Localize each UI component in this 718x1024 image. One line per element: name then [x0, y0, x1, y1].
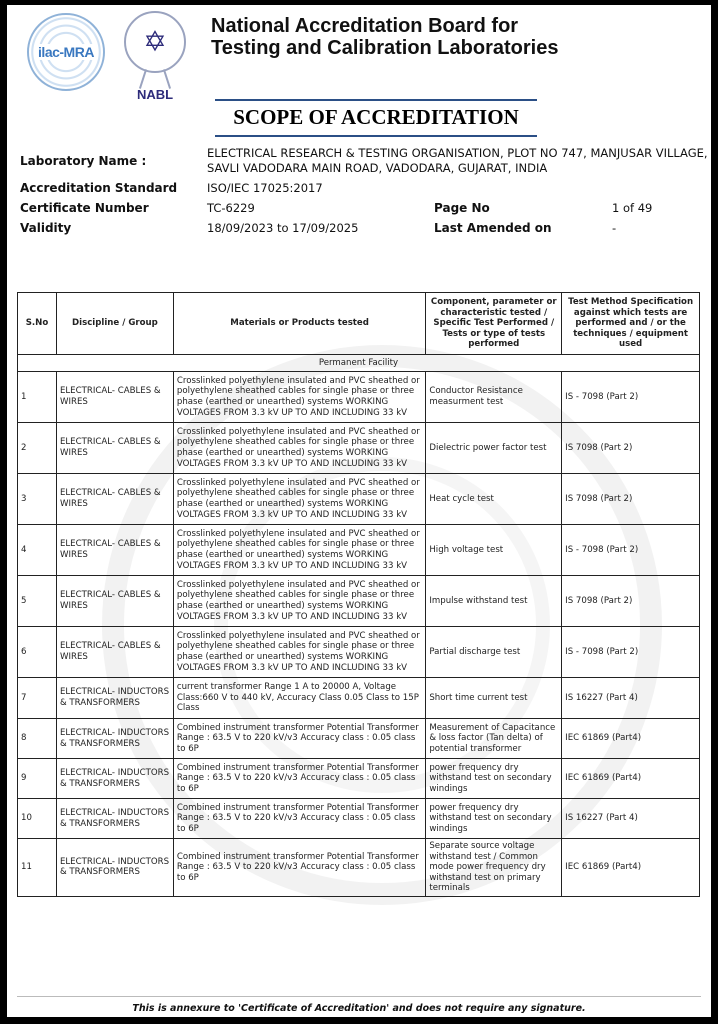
lab-name-label: Laboratory Name : [20, 154, 147, 168]
row-sno: 10 [18, 799, 57, 839]
row-method: IS 16227 (Part 4) [562, 799, 700, 839]
table-row [18, 627, 700, 678]
table-row [18, 759, 700, 799]
nabl-ribbon-right [163, 69, 171, 89]
certificate-number-label: Certificate Number [20, 201, 149, 215]
row-sno: 2 [18, 423, 57, 474]
row-method: IEC 61869 (Part4) [562, 719, 700, 759]
row-test: Separate source voltage withstand test / Common mode power frequency dry withstand test on primary terminals [426, 839, 562, 897]
header-discipline: Discipline / Group [56, 293, 173, 355]
row-discipline: ELECTRICAL- CABLES & WIRES [56, 474, 173, 525]
facility-label: Permanent Facility [18, 355, 700, 372]
row-method: IS 7098 (Part 2) [562, 474, 700, 525]
row-discipline: ELECTRICAL- INDUCTORS & TRANSFORMERS [56, 839, 173, 897]
row-test: power frequency dry withstand test on secondary windings [426, 759, 562, 799]
header-materials: Materials or Products tested [173, 293, 425, 355]
nabl-ribbon-left [139, 69, 147, 89]
row-discipline: ELECTRICAL- INDUCTORS & TRANSFORMERS [56, 759, 173, 799]
row-test: Impulse withstand test [426, 576, 562, 627]
table-row [18, 372, 700, 423]
row-material: current transformer Range 1 A to 20000 A, Voltage Class:660 V to 440 kV, Accuracy Class 0.05 Class to 15P Class [173, 678, 425, 719]
row-discipline: ELECTRICAL- CABLES & WIRES [56, 423, 173, 474]
row-method: IS 16227 (Part 4) [562, 678, 700, 719]
row-test: Heat cycle test [426, 474, 562, 525]
accreditation-standard-label: Accreditation Standard [20, 181, 178, 195]
last-amended-label: Last Amended on [434, 221, 552, 235]
row-sno: 6 [18, 627, 57, 678]
row-test: Partial discharge test [426, 627, 562, 678]
row-sno: 3 [18, 474, 57, 525]
row-method: IEC 61869 (Part4) [562, 839, 700, 897]
row-test: Short time current test [426, 678, 562, 719]
row-method: IS - 7098 (Part 2) [562, 627, 700, 678]
row-method: IS - 7098 (Part 2) [562, 525, 700, 576]
row-sno: 11 [18, 839, 57, 897]
table-row [18, 525, 700, 576]
row-material: Crosslinked polyethylene insulated and PVC sheathed or polyethylene sheathed cables for single phase or three phase (earthed or unearthed) systems WORKING VOLTAGES FROM 3.3 kV UP TO AND INCLUDING 33 kV [173, 423, 425, 474]
row-material: Crosslinked polyethylene insulated and PVC sheathed or polyethylene sheathed cables for single phase or three phase (earthed or unearthed) systems WORKING VOLTAGES FROM 3.3 kV UP TO AND INCLUDING 33 kV [173, 474, 425, 525]
row-sno: 4 [18, 525, 57, 576]
lab-name-line-1: ELECTRICAL RESEARCH & TESTING ORGANISATION, PLOT NO 747, MANJUSAR VILLAGE, [207, 146, 708, 160]
row-method: IS - 7098 (Part 2) [562, 372, 700, 423]
row-test: Conductor Resistance measurment test [426, 372, 562, 423]
last-amended-value: - [612, 221, 617, 235]
validity-value: 18/09/2023 to 17/09/2025 [207, 221, 359, 235]
row-sno: 5 [18, 576, 57, 627]
row-test: Dielectric power factor test [426, 423, 562, 474]
page-number-label: Page No [434, 201, 490, 215]
row-material: Combined instrument transformer Potential Transformer Range : 63.5 V to 220 kV/v3 Accuracy class : 0.05 class to 6P [173, 759, 425, 799]
nabl-seal-ring [124, 11, 186, 73]
org-title-line-2: Testing and Calibration Laboratories [211, 37, 559, 59]
table-row [18, 474, 700, 525]
document-page [7, 5, 711, 1017]
row-method: IS 7098 (Part 2) [562, 576, 700, 627]
row-discipline: ELECTRICAL- CABLES & WIRES [56, 576, 173, 627]
org-title-line-1: National Accreditation Board for [211, 15, 519, 37]
certificate-number-value: TC-6229 [207, 201, 255, 215]
row-discipline: ELECTRICAL- CABLES & WIRES [56, 525, 173, 576]
row-material: Crosslinked polyethylene insulated and PVC sheathed or polyethylene sheathed cables for single phase or three phase (earthed or unearthed) systems WORKING VOLTAGES FROM 3.3 kV UP TO AND INCLUDING 33 kV [173, 372, 425, 423]
table-row [18, 719, 700, 759]
header-test-performed: Component, parameter or characteristic tested / Specific Test Performed / Tests or type of tests performed [426, 293, 562, 355]
table-row [18, 678, 700, 719]
row-material: Crosslinked polyethylene insulated and PVC sheathed or polyethylene sheathed cables for single phase or three phase (earthed or unearthed) systems WORKING VOLTAGES FROM 3.3 kV UP TO AND INCLUDING 33 kV [173, 627, 425, 678]
facility-row [18, 355, 700, 372]
nabl-star-icon: ✡ [143, 25, 167, 58]
row-test: Measurement of Capacitance & loss factor (Tan delta) of potential transformer [426, 719, 562, 759]
header-sno: S.No [18, 293, 57, 355]
page-number-value: 1 of 49 [612, 201, 653, 215]
accreditation-standard-value: ISO/IEC 17025:2017 [207, 181, 323, 195]
row-test: High voltage test [426, 525, 562, 576]
lab-name-value [207, 146, 708, 176]
document-title-block [215, 99, 537, 137]
row-material: Crosslinked polyethylene insulated and PVC sheathed or polyethylene sheathed cables for single phase or three phase (earthed or unearthed) systems WORKING VOLTAGES FROM 3.3 kV UP TO AND INCLUDING 33 kV [173, 525, 425, 576]
row-method: IS 7098 (Part 2) [562, 423, 700, 474]
table-row [18, 799, 700, 839]
row-test: power frequency dry withstand test on secondary windings [426, 799, 562, 839]
row-discipline: ELECTRICAL- INDUCTORS & TRANSFORMERS [56, 678, 173, 719]
header-test-method: Test Method Specification against which tests are performed and / or the techniques / equipment used [562, 293, 700, 355]
row-sno: 7 [18, 678, 57, 719]
row-discipline: ELECTRICAL- INDUCTORS & TRANSFORMERS [56, 719, 173, 759]
row-method: IEC 61869 (Part4) [562, 759, 700, 799]
footer-divider [17, 996, 701, 997]
row-sno: 8 [18, 719, 57, 759]
row-discipline: ELECTRICAL- CABLES & WIRES [56, 372, 173, 423]
row-sno: 9 [18, 759, 57, 799]
row-material: Combined instrument transformer Potential Transformer Range : 63.5 V to 220 kV/v3 Accuracy class : 0.05 class to 6P [173, 719, 425, 759]
footer-note: This is annexure to 'Certificate of Accreditation' and does not require any signature. [132, 1003, 586, 1014]
row-discipline: ELECTRICAL- INDUCTORS & TRANSFORMERS [56, 799, 173, 839]
table-row [18, 423, 700, 474]
row-sno: 1 [18, 372, 57, 423]
row-material: Crosslinked polyethylene insulated and PVC sheathed or polyethylene sheathed cables for single phase or three phase (earthed or unearthed) systems WORKING VOLTAGES FROM 3.3 kV UP TO AND INCLUDING 33 kV [173, 576, 425, 627]
organization-title [211, 15, 558, 59]
nabl-logo-text: NABL [136, 87, 174, 102]
lab-name-line-2: SAVLI VADODARA MAIN ROAD, VADODARA, GUJARAT, INDIA [207, 161, 548, 175]
row-material: Combined instrument transformer Potential Transformer Range : 63.5 V to 220 kV/v3 Accuracy class : 0.05 class to 6P [173, 799, 425, 839]
ilac-logo-text: ilac-MRA [38, 44, 94, 60]
document-title: SCOPE OF ACCREDITATION [233, 105, 519, 129]
nabl-logo-icon [122, 9, 188, 109]
table-row [18, 839, 700, 897]
validity-label: Validity [20, 221, 72, 235]
table-header-row [18, 293, 700, 355]
row-discipline: ELECTRICAL- CABLES & WIRES [56, 627, 173, 678]
scope-table [17, 292, 700, 897]
ilac-mra-logo-icon [27, 13, 105, 91]
row-material: Combined instrument transformer Potential Transformer Range : 63.5 V to 220 kV/v3 Accuracy class : 0.05 class to 6P [173, 839, 425, 897]
table-row [18, 576, 700, 627]
